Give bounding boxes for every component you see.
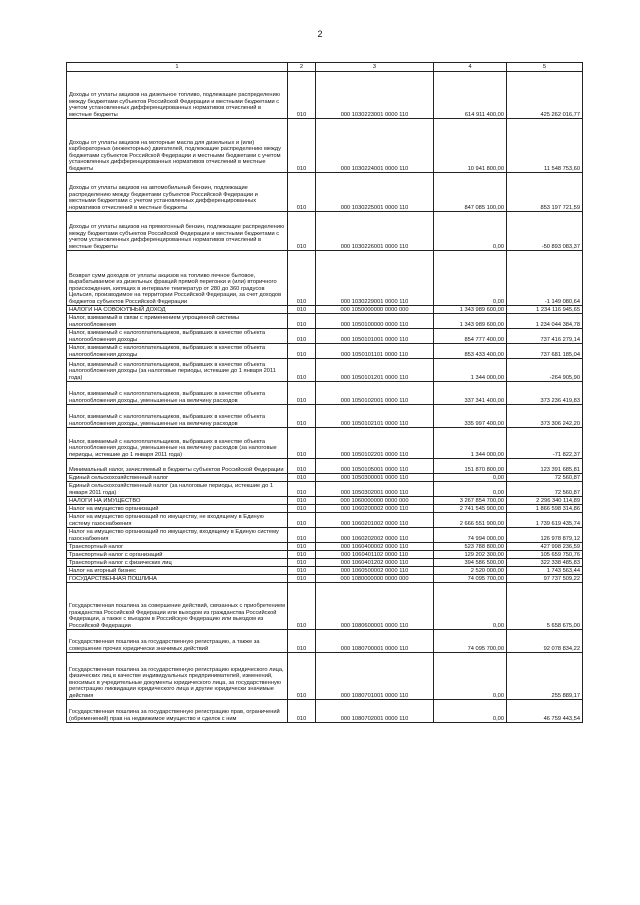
- row-code: 010: [288, 567, 316, 575]
- row-name: ГОСУДАРСТВЕННАЯ ПОШЛИНА: [67, 575, 288, 583]
- row-code: 010: [288, 382, 316, 405]
- row-name: Налог, взимаемый в связи с применением упрощенной системы налогообложения: [67, 314, 288, 329]
- table-row: [67, 72, 583, 119]
- row-code: 010: [288, 559, 316, 567]
- row-name: Налог, взимаемый с налогоплательщиков, выбравших в качестве объекта налогообложения доходы (за налоговые периоды, истекшие до 1 января 2011 года): [67, 359, 288, 382]
- header-col-1: 1: [67, 63, 288, 72]
- row-kbk: 000 1050101201 0000 110: [316, 359, 434, 382]
- row-code: 010: [288, 314, 316, 329]
- table-row: [67, 653, 583, 700]
- row-kbk: 000 1050102101 0000 110: [316, 405, 434, 428]
- row-fact: 46 759 443,54: [507, 700, 583, 723]
- row-plan: 2 666 551 900,00: [434, 513, 507, 528]
- row-name: Налог на имущество организаций: [67, 505, 288, 513]
- row-name: Государственная пошлина за государственную регистрацию юридического лица, физических лиц в качестве индивидуальных предпринимателей, изменений, вносимых в учредительные документы юридического лица, за государственную регистрацию ликвидации юридического лица и другие юридически значимые действия: [67, 653, 288, 700]
- row-fact: 373 236 419,83: [507, 382, 583, 405]
- row-plan: 0,00: [434, 251, 507, 306]
- row-code: 010: [288, 482, 316, 497]
- row-fact: 123 391 685,81: [507, 459, 583, 474]
- table-row: [67, 459, 583, 474]
- row-code: 010: [288, 630, 316, 653]
- row-plan: 0,00: [434, 583, 507, 630]
- header-col-3: 3: [316, 63, 434, 72]
- table-row: [67, 173, 583, 212]
- row-code: 010: [288, 700, 316, 723]
- row-kbk: 000 1060000000 0000 000: [316, 497, 434, 505]
- row-plan: 614 911 400,00: [434, 72, 507, 119]
- table-row: [67, 482, 583, 497]
- row-name: Транспортный налог с физических лиц: [67, 559, 288, 567]
- table-row: [67, 382, 583, 405]
- row-plan: 847 085 100,00: [434, 173, 507, 212]
- row-plan: 853 433 400,00: [434, 344, 507, 359]
- table-row: [67, 551, 583, 559]
- row-fact: 1 743 563,44: [507, 567, 583, 575]
- row-code: 010: [288, 543, 316, 551]
- row-name: Налог, взимаемый с налогоплательщиков, выбравших в качестве объекта налогообложения доходы, уменьшенные на величину расходов: [67, 382, 288, 405]
- row-name: Государственная пошлина за государственную регистрацию, а также за совершение прочих юридически значимых действий: [67, 630, 288, 653]
- table-row: [67, 497, 583, 505]
- row-kbk: 000 1060401202 0000 110: [316, 559, 434, 567]
- row-code: 010: [288, 344, 316, 359]
- row-code: 010: [288, 528, 316, 543]
- row-fact: 72 560,87: [507, 482, 583, 497]
- row-kbk: 000 1060201002 0000 110: [316, 513, 434, 528]
- row-fact: -50 893 083,37: [507, 212, 583, 251]
- row-code: 010: [288, 575, 316, 583]
- table-row: [67, 543, 583, 551]
- row-fact: 737 681 185,04: [507, 344, 583, 359]
- row-plan: 1 343 989 600,00: [434, 306, 507, 314]
- row-plan: 523 788 800,00: [434, 543, 507, 551]
- row-kbk: 000 1030226001 0000 110: [316, 212, 434, 251]
- row-plan: 74 095 700,00: [434, 575, 507, 583]
- row-plan: 394 586 500,00: [434, 559, 507, 567]
- table-row: [67, 314, 583, 329]
- revenue-table: [66, 62, 583, 723]
- row-plan: 74 095 700,00: [434, 630, 507, 653]
- table-row: [67, 119, 583, 173]
- row-name: Доходы от уплаты акцизов на автомобильный бензин, подлежащие распределению между бюджетами субъектов Российской Федерации и местными бюджетами с учетом установленных дифференцированных нормативов отчислений в местные бюджеты: [67, 173, 288, 212]
- row-kbk: 000 1060500002 0000 110: [316, 567, 434, 575]
- row-name: НАЛОГИ НА ИМУЩЕСТВО: [67, 497, 288, 505]
- row-fact: 1 739 619 435,74: [507, 513, 583, 528]
- row-kbk: 000 1080700001 0000 110: [316, 630, 434, 653]
- row-fact: 1 866 598 314,86: [507, 505, 583, 513]
- row-name: Единый сельскохозяйственный налог (за налоговые периоды, истекшие до 1 января 2011 года): [67, 482, 288, 497]
- row-plan: 1 344 000,00: [434, 428, 507, 459]
- row-plan: 2 741 545 900,00: [434, 505, 507, 513]
- row-name: Единый сельскохозяйственный налог: [67, 474, 288, 482]
- table-row: [67, 583, 583, 630]
- row-plan: 854 777 400,00: [434, 329, 507, 344]
- row-plan: 151 870 800,00: [434, 459, 507, 474]
- page-number: 2: [317, 29, 323, 39]
- row-code: 010: [288, 359, 316, 382]
- table-row: [67, 567, 583, 575]
- row-code: 010: [288, 505, 316, 513]
- table-row: [67, 700, 583, 723]
- row-kbk: 000 1080600001 0000 110: [316, 583, 434, 630]
- row-fact: 1 234 044 384,78: [507, 314, 583, 329]
- row-fact: 427 998 236,59: [507, 543, 583, 551]
- table-row: [67, 630, 583, 653]
- header-col-2: 2: [288, 63, 316, 72]
- row-fact: 853 197 721,59: [507, 173, 583, 212]
- row-kbk: 000 1080000000 0000 000: [316, 575, 434, 583]
- row-fact: 97 737 509,22: [507, 575, 583, 583]
- row-kbk: 000 1050300001 0000 110: [316, 474, 434, 482]
- row-plan: 1 343 989 600,00: [434, 314, 507, 329]
- row-name: Государственная пошлина за государственную регистрацию прав, ограничений (обременений) прав на недвижимое имущество и сделок с ним: [67, 700, 288, 723]
- row-fact: 2 296 340 114,89: [507, 497, 583, 505]
- table-row: [67, 212, 583, 251]
- table-row: [67, 359, 583, 382]
- row-fact: 5 658 675,00: [507, 583, 583, 630]
- row-name: Налог, взимаемый с налогоплательщиков, выбравших в качестве объекта налогообложения доходы, уменьшенные на величину расходов (за налоговые периоды, истекшие до 1 января 2011 года): [67, 428, 288, 459]
- row-kbk: 000 1050000000 0000 000: [316, 306, 434, 314]
- row-fact: 737 416 279,14: [507, 329, 583, 344]
- row-fact: 11 548 753,60: [507, 119, 583, 173]
- table-row: [67, 251, 583, 306]
- row-kbk: 000 1030224001 0000 110: [316, 119, 434, 173]
- table-row: [67, 528, 583, 543]
- row-code: 010: [288, 212, 316, 251]
- row-code: 010: [288, 119, 316, 173]
- row-code: 010: [288, 653, 316, 700]
- row-fact: 255 889,17: [507, 653, 583, 700]
- row-fact: 126 978 879,12: [507, 528, 583, 543]
- table-row: [67, 329, 583, 344]
- row-plan: 3 267 854 700,00: [434, 497, 507, 505]
- table-row: [67, 513, 583, 528]
- table-row: [67, 306, 583, 314]
- table-row: [67, 559, 583, 567]
- row-kbk: 000 1050102201 0000 110: [316, 428, 434, 459]
- row-name: Государственная пошлина за совершение действий, связанных с приобретением гражданства Российской Федерации или выходом из гражданства Российской Федерации, а также с въездом в Российскую Федерацию или выездом из Российской Федерации: [67, 583, 288, 630]
- row-plan: 335 997 400,00: [434, 405, 507, 428]
- row-plan: 0,00: [434, 212, 507, 251]
- table-row: [67, 575, 583, 583]
- row-code: 010: [288, 306, 316, 314]
- row-kbk: 000 1060401102 0000 110: [316, 551, 434, 559]
- row-kbk: 000 1030223001 0000 110: [316, 72, 434, 119]
- table-row: [67, 405, 583, 428]
- row-kbk: 000 1030229001 0000 110: [316, 251, 434, 306]
- row-code: 010: [288, 474, 316, 482]
- row-fact: -264 905,90: [507, 359, 583, 382]
- row-name: Доходы от уплаты акцизов на дизельное топливо, подлежащие распределению между бюджетами субъектов Российской Федерации и местными бюджетами с учетом установленных дифференцированных нормативов отчислений в местные бюджеты: [67, 72, 288, 119]
- row-fact: 1 234 116 945,65: [507, 306, 583, 314]
- row-kbk: 000 1030225001 0000 110: [316, 173, 434, 212]
- row-kbk: 000 1050101001 0000 110: [316, 329, 434, 344]
- row-code: 010: [288, 251, 316, 306]
- row-kbk: 000 1050105001 0000 110: [316, 459, 434, 474]
- row-plan: 10 941 800,00: [434, 119, 507, 173]
- row-name: Минимальный налог, зачисляемый в бюджеты субъектов Российской Федерации: [67, 459, 288, 474]
- header-col-5: 5: [507, 63, 583, 72]
- row-code: 010: [288, 459, 316, 474]
- row-kbk: 000 1050100000 0000 110: [316, 314, 434, 329]
- row-fact: 373 306 242,20: [507, 405, 583, 428]
- row-plan: 74 994 000,00: [434, 528, 507, 543]
- row-fact: 105 659 750,76: [507, 551, 583, 559]
- row-code: 010: [288, 551, 316, 559]
- row-plan: 0,00: [434, 653, 507, 700]
- table-row: [67, 344, 583, 359]
- row-plan: 0,00: [434, 474, 507, 482]
- row-kbk: 000 1080702001 0000 110: [316, 700, 434, 723]
- table-row: [67, 474, 583, 482]
- row-fact: 322 338 485,83: [507, 559, 583, 567]
- header-row: [67, 63, 583, 72]
- row-code: 010: [288, 428, 316, 459]
- row-name: Возврат сумм доходов от уплаты акцизов на топливо печное бытовое, вырабатываемое из дизельных фракций прямой перегонки и (или) вторичного происхождения, кипящих в интервале температур от 280 до 360 градусов Цельсия, производимое на территории Российской Федерации, за счет доходов бюджетов субъектов Российской Федерации: [67, 251, 288, 306]
- row-name: Доходы от уплаты акцизов на прямогонный бензин, подлежащие распределению между бюджетами субъектов Российской Федерации и местными бюджетами с учетом установленных дифференцированных нормативов отчислений в местные бюджеты: [67, 212, 288, 251]
- row-code: 010: [288, 497, 316, 505]
- row-plan: 1 344 000,00: [434, 359, 507, 382]
- row-code: 010: [288, 173, 316, 212]
- row-fact: 92 078 834,22: [507, 630, 583, 653]
- row-name: Налог, взимаемый с налогоплательщиков, выбравших в качестве объекта налогообложения доходы: [67, 329, 288, 344]
- table-row: [67, 428, 583, 459]
- row-kbk: 000 1050102001 0000 110: [316, 382, 434, 405]
- row-plan: 0,00: [434, 482, 507, 497]
- row-code: 010: [288, 329, 316, 344]
- row-fact: -1 149 080,64: [507, 251, 583, 306]
- row-fact: 72 560,87: [507, 474, 583, 482]
- row-name: Доходы от уплаты акцизов на моторные масла для дизельных и (или) карбюраторных (инжекторных) двигателей, подлежащие распределению между бюджетами субъектов Российской Федерации и местными бюджетами с учетом установленных дифференцированных нормативов отчислений в местные бюджеты: [67, 119, 288, 173]
- row-code: 010: [288, 405, 316, 428]
- row-fact: -71 822,37: [507, 428, 583, 459]
- row-plan: 2 520 000,00: [434, 567, 507, 575]
- row-name: Налог, взимаемый с налогоплательщиков, выбравших в качестве объекта налогообложения доходы, уменьшенные на величину расходов: [67, 405, 288, 428]
- row-name: Налог на имущество организаций по имуществу, не входящему в Единую систему газоснабжения: [67, 513, 288, 528]
- row-code: 010: [288, 72, 316, 119]
- table-row: [67, 505, 583, 513]
- row-name: НАЛОГИ НА СОВОКУПНЫЙ ДОХОД: [67, 306, 288, 314]
- row-code: 010: [288, 513, 316, 528]
- row-name: Транспортный налог с организаций: [67, 551, 288, 559]
- row-kbk: 000 1080701001 0000 110: [316, 653, 434, 700]
- row-kbk: 000 1050302001 0000 110: [316, 482, 434, 497]
- row-kbk: 000 1060202002 0000 110: [316, 528, 434, 543]
- row-kbk: 000 1060400002 0000 110: [316, 543, 434, 551]
- row-code: 010: [288, 583, 316, 630]
- row-name: Налог на игорный бизнес: [67, 567, 288, 575]
- header-col-4: 4: [434, 63, 507, 72]
- row-name: Транспортный налог: [67, 543, 288, 551]
- row-kbk: 000 1060200002 0000 110: [316, 505, 434, 513]
- row-plan: 129 202 300,00: [434, 551, 507, 559]
- row-name: Налог, взимаемый с налогоплательщиков, выбравших в качестве объекта налогообложения доходы: [67, 344, 288, 359]
- row-name: Налог на имущество организаций по имуществу, входящему в Единую систему газоснабжения: [67, 528, 288, 543]
- row-plan: 0,00: [434, 700, 507, 723]
- row-kbk: 000 1050101101 0000 110: [316, 344, 434, 359]
- row-fact: 425 262 016,77: [507, 72, 583, 119]
- row-plan: 337 341 400,00: [434, 382, 507, 405]
